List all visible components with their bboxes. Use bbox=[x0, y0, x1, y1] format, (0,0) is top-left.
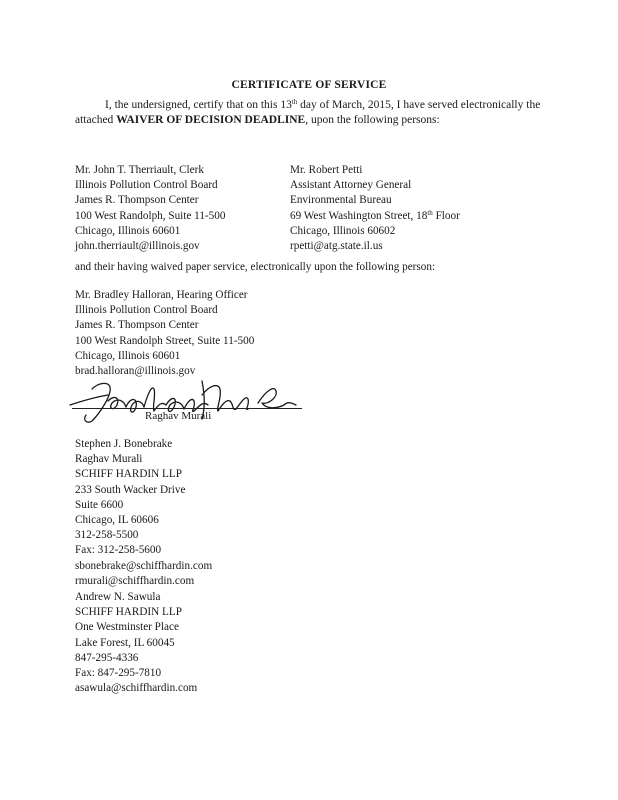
counsel-email: sbonebrake@schiffhardin.com bbox=[75, 559, 213, 572]
intro-text-1: I, the undersigned, certify that on this 13 bbox=[105, 99, 292, 111]
address-text: 69 West Washington Street, 18 bbox=[290, 209, 428, 222]
recipient-line: 100 West Randolph, Suite 11-500 bbox=[75, 209, 226, 222]
recipient-line: Illinois Pollution Control Board bbox=[75, 179, 218, 192]
recipient-line: Mr. Bradley Halloran, Hearing Officer bbox=[75, 289, 248, 301]
address-superscript: th bbox=[427, 208, 433, 217]
firm-name: SCHIFF HARDIN LLP bbox=[75, 606, 182, 619]
counsel-phone: 312-258-5500 bbox=[75, 529, 139, 542]
recipient-address-line bbox=[290, 209, 460, 224]
recipient-hearing-officer bbox=[75, 288, 254, 379]
recipient-line: James R. Thompson Center bbox=[75, 194, 199, 207]
counsel-line: Chicago, IL 60606 bbox=[75, 514, 159, 527]
recipient-line: Chicago, Illinois 60601 bbox=[75, 224, 181, 237]
recipient-line: 100 West Randolph Street, Suite 11-500 bbox=[75, 334, 255, 347]
recipient-email: rpetti@atg.state.il.us bbox=[290, 240, 383, 253]
counsel-line: Lake Forest, IL 60045 bbox=[75, 636, 175, 649]
recipient-attorney-general bbox=[290, 163, 460, 254]
recipient-email: john.therriault@illinois.gov bbox=[75, 240, 200, 253]
recipient-line: Mr. John T. Therriault, Clerk bbox=[75, 164, 204, 176]
recipient-line: Assistant Attorney General bbox=[290, 179, 412, 192]
counsel-line: Stephen J. Bonebrake bbox=[75, 438, 173, 450]
document-name: WAIVER OF DECISION DEADLINE bbox=[116, 113, 306, 126]
counsel-fax: Fax: 312-258-5600 bbox=[75, 544, 162, 557]
recipient-line: James R. Thompson Center bbox=[75, 319, 199, 332]
intro-text-3: , upon the following persons: bbox=[305, 113, 440, 126]
firm-name: SCHIFF HARDIN LLP bbox=[75, 468, 182, 481]
intro-superscript: th bbox=[291, 98, 298, 106]
counsel-line: One Westminster Place bbox=[75, 621, 179, 634]
counsel-line: Suite 6600 bbox=[75, 498, 124, 511]
waived-service-text: and their having waived paper service, electronically upon the following person: bbox=[75, 261, 436, 273]
recipient-line: Illinois Pollution Control Board bbox=[75, 304, 218, 317]
document-title: CERTIFICATE OF SERVICE bbox=[231, 79, 387, 91]
counsel-fax: Fax: 847-295-7810 bbox=[75, 667, 162, 680]
recipient-line: Environmental Bureau bbox=[290, 194, 392, 207]
recipient-line: Chicago, Illinois 60601 bbox=[75, 349, 181, 362]
counsel-phone: 847-295-4336 bbox=[75, 651, 139, 664]
counsel-email: rmurali@schiffhardin.com bbox=[75, 574, 195, 587]
recipient-email: brad.halloran@illinois.gov bbox=[75, 365, 196, 378]
counsel-line: Raghav Murali bbox=[75, 453, 143, 466]
certification-paragraph bbox=[75, 98, 545, 127]
recipient-line: Mr. Robert Petti bbox=[290, 164, 363, 176]
signature-line bbox=[72, 408, 302, 409]
recipient-clerk bbox=[75, 163, 225, 254]
address-floor: Floor bbox=[432, 209, 460, 222]
counsel-email: asawula@schiffhardin.com bbox=[75, 682, 198, 695]
recipient-line: Chicago, Illinois 60602 bbox=[290, 224, 396, 237]
intro-text-2: day of March, 2015, I have served electronically the attached bbox=[75, 99, 541, 126]
signature-printed-name: Raghav Murali bbox=[145, 410, 212, 422]
counsel-line: Andrew N. Sawula bbox=[75, 591, 161, 603]
counsel-block-secondary bbox=[75, 590, 197, 696]
counsel-block-primary bbox=[75, 437, 212, 589]
counsel-line: 233 South Wacker Drive bbox=[75, 483, 186, 496]
